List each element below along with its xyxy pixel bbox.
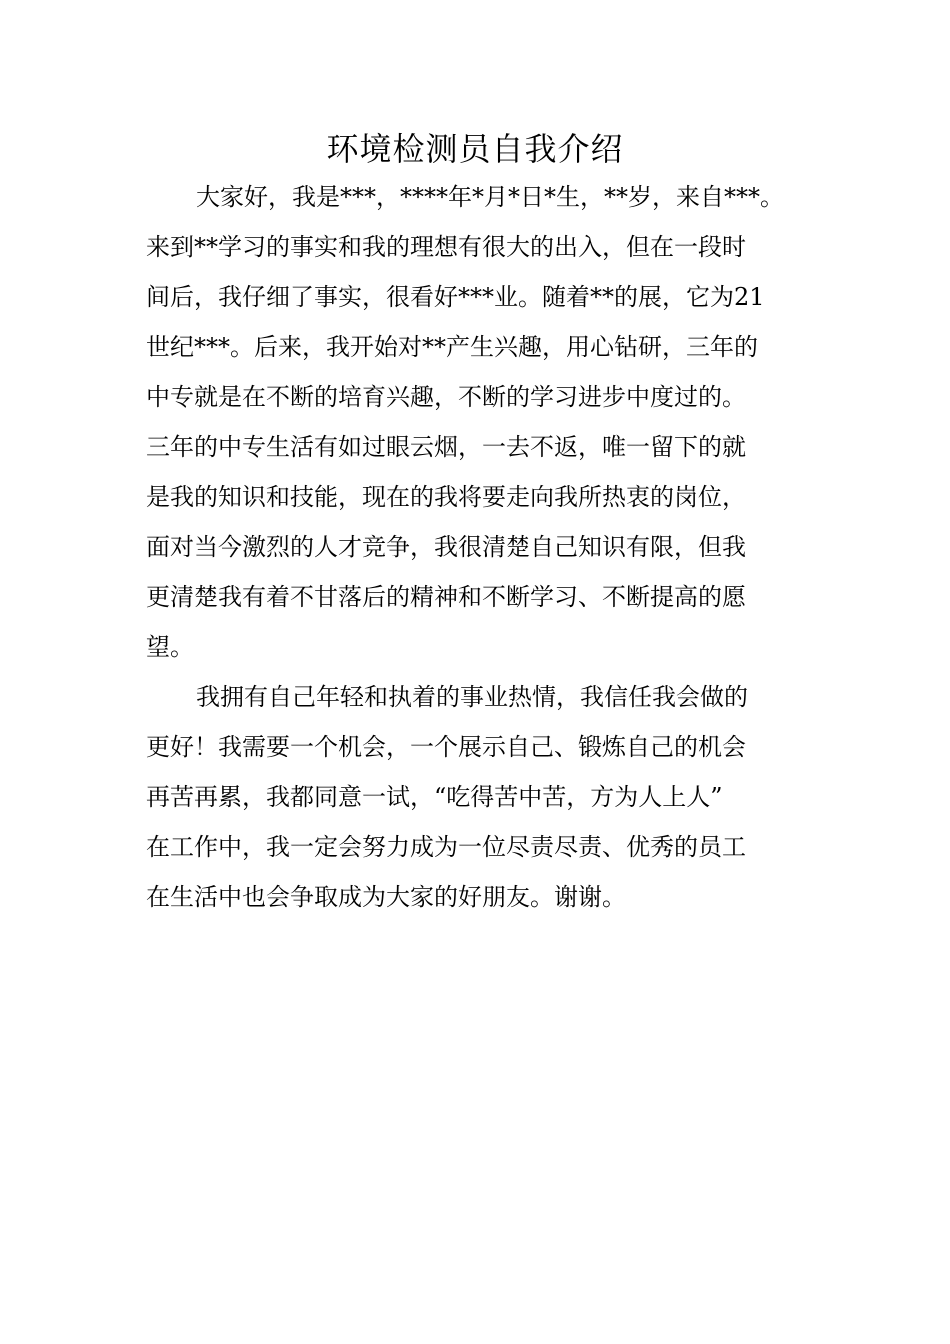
paragraph-2-line-4: 在工作中，我一定会努力成为一位尽责尽责、优秀的员工 <box>146 833 746 861</box>
paragraph-2-line-2: 更好！我需要一个机会，一个展示自己、锻炼自己的机会 <box>146 733 746 761</box>
paragraph-2-line-3: 再苦再累，我都同意一试，“吃得苦中苦，方为人上人” <box>146 783 723 811</box>
paragraph-1-line-4: 世纪***。后来，我开始对**产生兴趣，用心钻研，三年的 <box>146 333 758 361</box>
paragraph-1-line-6: 三年的中专生活有如过眼云烟，一去不返，唯一留下的就 <box>146 433 746 461</box>
paragraph-1-line-5: 中专就是在不断的培育兴趣，不断的学习进步中度过的。 <box>146 383 746 411</box>
paragraph-1-line-8: 面对当今激烈的人才竞争，我很清楚自己知识有限，但我 <box>146 533 746 561</box>
paragraph-1-line-1: 大家好，我是***，****年*月*日*生，**岁，来自***。 <box>196 183 784 211</box>
paragraph-1-line-3: 间后，我仔细了事实，很看好***业。随着**的展，它为21 <box>146 283 765 311</box>
document-title: 环境检测员自我介绍 <box>326 130 624 168</box>
paragraph-1-line-2: 来到**学习的事实和我的理想有很大的出入，但在一段时 <box>146 233 746 261</box>
paragraph-2-line-1: 我拥有自己年轻和执着的事业热情，我信任我会做的 <box>196 683 748 711</box>
paragraph-1-line-7: 是我的知识和技能，现在的我将要走向我所热衷的岗位， <box>146 483 746 511</box>
paragraph-1-line-10: 望。 <box>146 633 194 661</box>
paragraph-2-line-5: 在生活中也会争取成为大家的好朋友。谢谢。 <box>146 883 626 911</box>
paragraph-1-line-9: 更清楚我有着不甘落后的精神和不断学习、不断提高的愿 <box>146 583 746 611</box>
